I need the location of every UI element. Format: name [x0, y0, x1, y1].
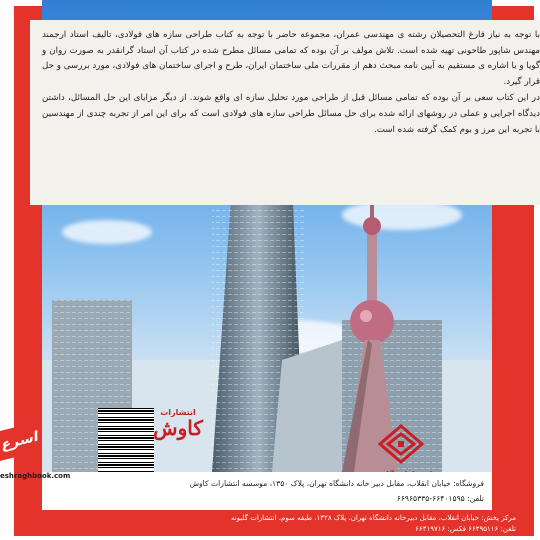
distribution-info	[14, 512, 534, 536]
gilboon-logo-icon	[378, 424, 424, 464]
description-paragraph-1: با توجه به نیاز فارغ التحصیلان رشته ی مهندسی عمران، مجموعه حاضر با توجه به کتاب طراحی سازه های فولادی، تالیف استاد ارجمند مهندس شاپور طاحونی تهیه شده است. تلاش مولف بر آن بوده که تمامی مسائل مطرح شده در کتاب آن استاد گرانقدر به صورت روان و گویا و با اشاره ی مستقیم به آیین نامه مبحث دهم از مقررات ملی ساختمان ایران، طرح و اجرای ساختمان های فولادی، مورد بررسی و حل قرار گیرد.	[42, 30, 540, 87]
seller-watermark	[0, 398, 71, 528]
store-phone: تلفن: ۶۶۴۰۱۵۹۵-۶۶۹۶۵۳۳۵	[396, 494, 484, 503]
watermark-badge: اسرع	[0, 421, 40, 461]
description-paragraph-2: در این کتاب سعی بر آن بوده که تمامی مسائل قبل از طراحی مورد تحلیل سازه ای واقع شوند. از دیگر مزایای این حل المسائل، داشتن دیدگاه اجرایی و عملی در روشهای ارائه شده برای حل مسائل طراحی سازه های فولادی است که برای این امر از تجربه چندی از مهندسین با تجربه این مرز و بوم کمک گرفته شده است.	[42, 93, 540, 135]
kavosh-publisher-logo	[150, 408, 206, 466]
watermark-url: eshraghbook.com	[0, 472, 71, 480]
kavosh-logo-small-text: انتشارات	[160, 408, 196, 417]
store-info	[42, 472, 492, 510]
description-text	[30, 20, 540, 205]
kavosh-logo-big-text: کاوش	[153, 416, 203, 440]
distribution-address: مرکز پخش: خیابان انقلاب، مقابل دبیرخانه دانشگاه تهران، پلاک ۱۳۲۸، طبقه سوم، انتشارات گلبونه	[230, 514, 516, 522]
store-address: فروشگاه: خیابان انقلاب، مقابل دبیر خانه دانشگاه تهران، پلاک ۱۳۵۰، موسسه انتشارات کاوش	[189, 479, 484, 488]
distribution-phone: تلفن: ۶۶۴۹۵۱۱۶ فکس: ۶۶۴۱۹۷۱۶	[415, 525, 516, 533]
